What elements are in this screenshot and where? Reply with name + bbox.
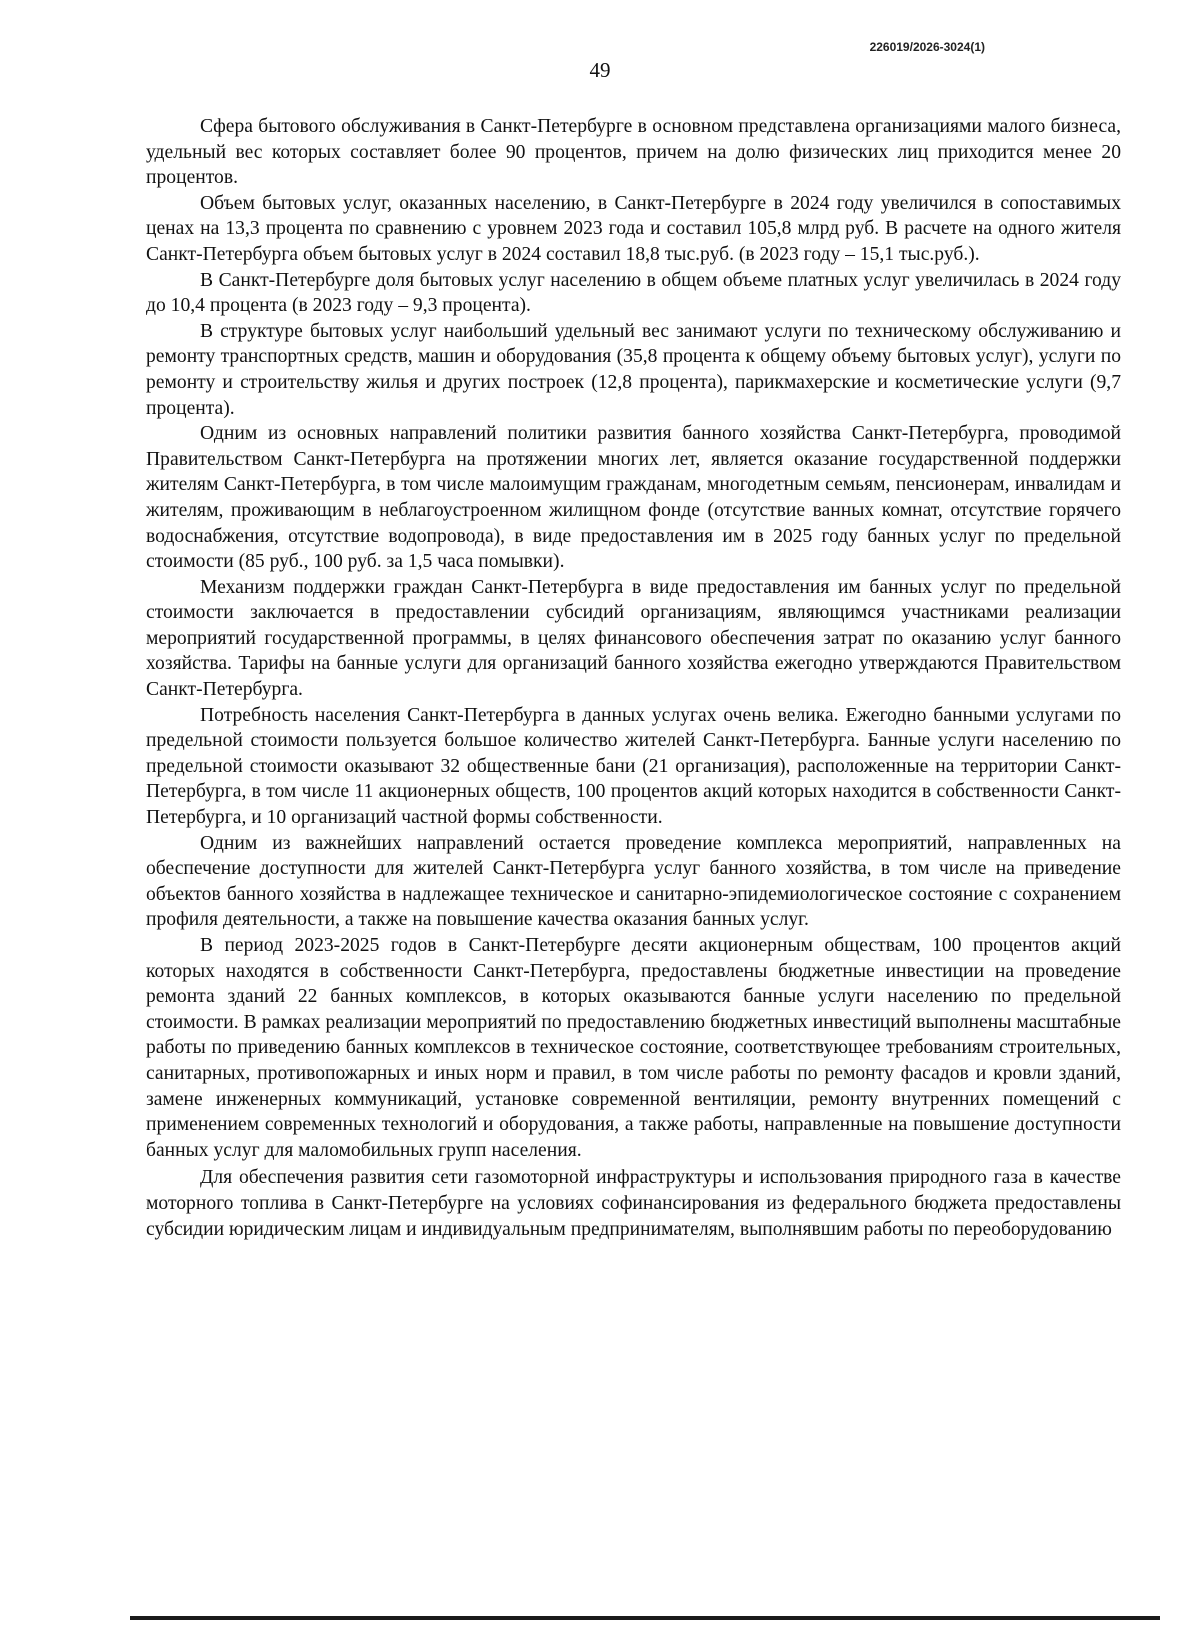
document-body xyxy=(146,114,1121,1242)
paragraph-household-services-sector: Сфера бытового обслуживания в Санкт-Петербурге в основном представлена организациями малого бизнеса, удельный вес которых составляет более 90 процентов, причем на долю физических лиц приходится менее 20 процентов. xyxy=(146,116,1121,189)
paragraph-population-demand: Потребность населения Санкт-Петербурга в данных услугах очень велика. Ежегодно банными услугами по предельной стоимости пользуется большое количество жителей Санкт-Петербурга. Банные услуги населению по предельной стоимости оказывают 32 общественные бани (21 организация), расположенные на территории Санкт-Петербурга, в том числе 11 акционерных обществ, 100 процентов акций которых находится в собственности Санкт-Петербурга, и 10 организаций частной формы собственности. xyxy=(146,704,1121,829)
paragraph-household-services-volume: Объем бытовых услуг, оказанных населению, в Санкт-Петербурге в 2024 году увеличился в сопоставимых ценах на 13,3 процента по сравнению с уровнем 2023 года и составил 105,8 млрд руб. В расчете на одного жителя Санкт-Петербурга объем бытовых услуг в 2024 составил 18,8 тыс.руб. (в 2023 году – 15,1 тыс.руб.). xyxy=(146,192,1121,265)
paragraph-bath-policy: Одним из основных направлений политики развития банного хозяйства Санкт-Петербурга, проводимой Правительством Санкт-Петербурга на протяжении многих лет, является оказание государственной поддержки жителям Санкт-Петербурга, в том числе малоимущим гражданам, многодетным семьям, пенсионерам, инвалидам и жителям, проживающим в неблагоустроенном жилищном фонде (отсутствие ванных комнат, отсутствие горячего водоснабжения, отсутствие водопровода), в виде предоставления им в 2025 году банных услуг по предельной стоимости (85 руб., 100 руб. за 1,5 часа помывки). xyxy=(146,423,1121,573)
paragraph-household-services-share: В Санкт-Петербурге доля бытовых услуг населению в общем объеме платных услуг увеличилась в 2024 году до 10,4 процента (в 2023 году – 9,3 процента). xyxy=(146,269,1121,317)
page-number: 49 xyxy=(589,58,611,82)
scan-bottom-edge xyxy=(130,1616,1160,1620)
paragraph-support-mechanism: Механизм поддержки граждан Санкт-Петербурга в виде предоставления им банных услуг по предельной стоимости заключается в предоставлении субсидий организациям, являющимся участниками реализации мероприятий государственной программы, в целях финансового обеспечения затрат по оказанию услуг банного хозяйства. Тарифы на банные услуги для организаций банного хозяйства ежегодно утверждаются Правительством Санкт-Петербурга. xyxy=(146,576,1121,701)
document-id: 226019/2026-3024(1) xyxy=(869,40,985,54)
paragraph-gas-infrastructure: Для обеспечения развития сети газомоторной инфраструктуры и использования природного газа в качестве моторного топлива в Санкт-Петербурге на условиях софинансирования из федерального бюджета предоставлены субсидии юридическим лицам и индивидуальным предпринимателям, выполнявшим работы по переоборудованию xyxy=(146,1167,1121,1240)
paragraph-services-structure: В структуре бытовых услуг наибольший удельный вес занимают услуги по техническому обслуживанию и ремонту транспортных средств, машин и оборудования (35,8 процента к общему объему бытовых услуг), услуги по ремонту и строительству жилья и других построек (12,8 процента), парикмахерские и косметические услуги (9,7 процента). xyxy=(146,320,1121,419)
paragraph-budget-investments: В период 2023-2025 годов в Санкт-Петербурге десяти акционерным обществам, 100 процентов акций которых находятся в собственности Санкт-Петербурга, предоставлены бюджетные инвестиции на проведение ремонта зданий 22 банных комплексов, в которых оказываются банные услуги населению по предельной стоимости. В рамках реализации мероприятий по предоставлению бюджетных инвестиций выполнены масштабные работы по приведению банных комплексов в техническое состояние, соответствующее требованиям строительных, санитарных, противопожарных и иных норм и правил, в том числе работы по ремонту фасадов и кровли зданий, замене инженерных коммуникаций, установке современной вентиляции, ремонту внутренних помещений с применением современных технологий и оборудования, а также работы, направленные на повышение доступности банных услуг для маломобильных групп населения. xyxy=(146,935,1121,1161)
paragraph-accessibility-measures: Одним из важнейших направлений остается проведение комплекса мероприятий, направленных на обеспечение доступности для жителей Санкт-Петербурга услуг банного хозяйства, в том числе на приведение объектов банного хозяйства в надлежащее техническое и санитарно-эпидемиологическое состояние с сохранением профиля деятельности, а также на повышение качества оказания банных услуг. xyxy=(146,832,1121,931)
